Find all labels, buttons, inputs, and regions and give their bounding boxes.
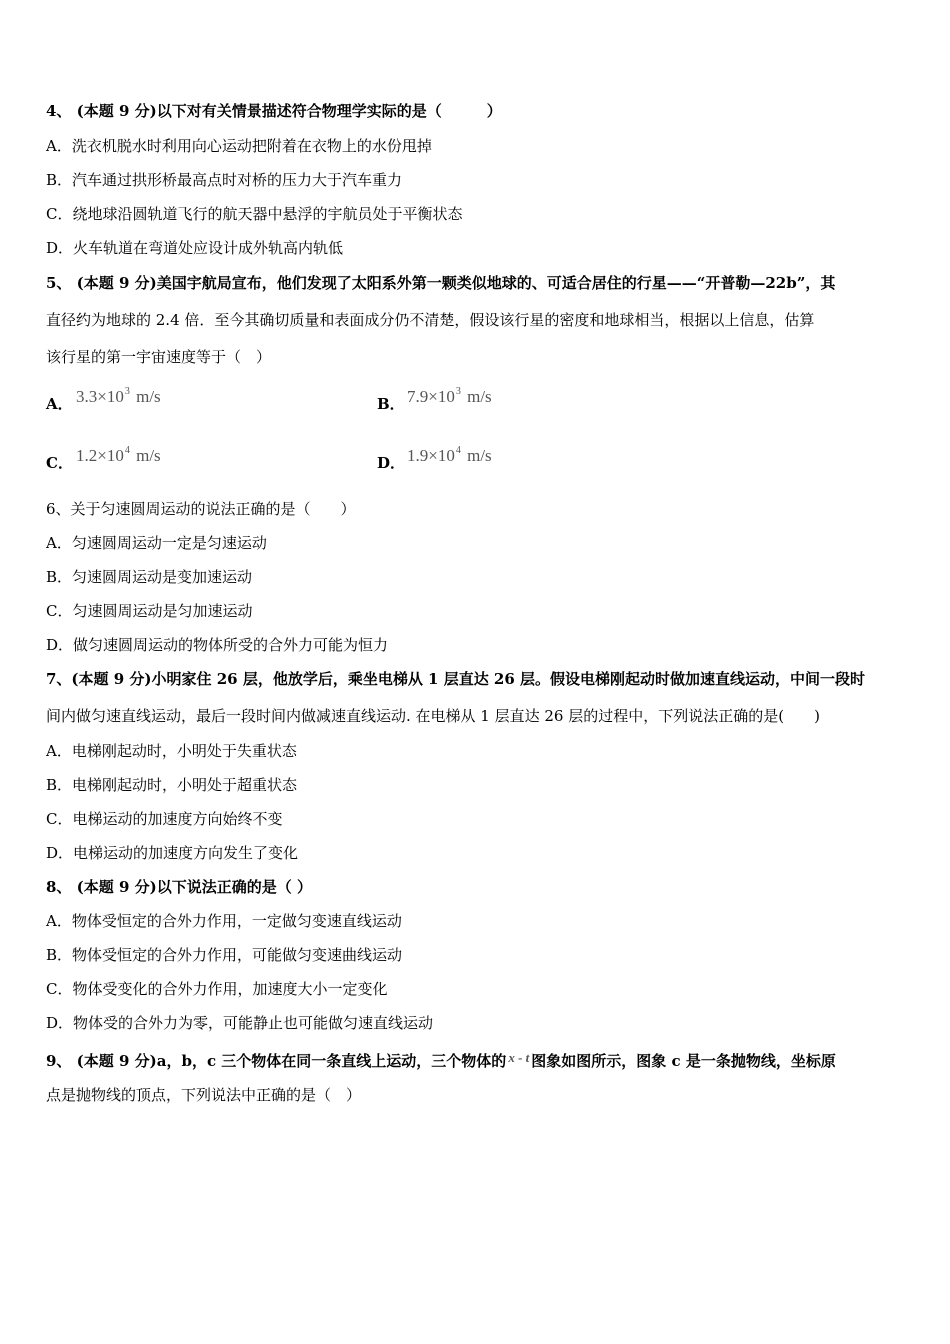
question-5-option-b-formula (407, 382, 492, 407)
formula-base: 10 (437, 387, 455, 406)
question-5-option-d-label: D． (377, 454, 406, 472)
question-4-option-a: A．洗衣机脱水时利用向心运动把附着在衣物上的水份甩掉 (46, 137, 432, 155)
question-6-option-a: A．匀速圆周运动一定是匀速运动 (46, 534, 267, 552)
formula-base: 10 (437, 446, 455, 465)
question-5-option-d-formula (407, 441, 492, 466)
question-5-stem-line-2: 直径约为地球的 2.4 倍．至今其确切质量和表面成分仍不清楚，假设该行星的密度和地球相当，根据以上信息，估算 (46, 311, 815, 329)
xt-graph-symbol: x - t (508, 1050, 530, 1065)
question-7-stem-line-1: 7、(本题 9 分)小明家住 26 层，他放学后，乘坐电梯从 1 层直达 26 层。假设电梯刚起动时做加速直线运动，中间一段时 (46, 670, 866, 688)
question-7-stem-line-2: 间内做匀速直线运动，最后一段时间内做减速直线运动. 在电梯从 1 层直达 26 层的过程中，下列说法正确的是( ) (46, 707, 820, 725)
question-6-stem: 6、关于匀速圆周运动的说法正确的是（ ） (46, 500, 356, 518)
formula-exponent: 3 (455, 386, 461, 397)
question-8-option-b: B．物体受恒定的合外力作用，可能做匀变速曲线运动 (46, 946, 403, 964)
question-8-option-d: D．物体受的合外力为零，可能静止也可能做匀速直线运动 (46, 1014, 434, 1032)
formula-unit: m/s (467, 446, 492, 465)
formula-mantissa: 7.9 (407, 387, 429, 406)
question-9-stem-line-2: 点是抛物线的顶点，下列说法中正确的是（ ） (46, 1086, 362, 1104)
question-5-option-a-label: A． (46, 395, 73, 413)
question-6-option-d: D．做匀速圆周运动的物体所受的合外力可能为恒力 (46, 636, 389, 654)
formula-times: × (97, 446, 107, 465)
question-7-option-d: D．电梯运动的加速度方向发生了变化 (46, 844, 299, 862)
question-9-stem-part-2: 图象如图所示，图象 c 是一条抛物线，坐标原 (531, 1052, 836, 1070)
formula-times: × (428, 446, 438, 465)
question-8-option-a: A．物体受恒定的合外力作用，一定做匀变速直线运动 (46, 912, 402, 930)
question-8-stem: 8、 (本题 9 分)以下说法正确的是（ ） (46, 878, 312, 896)
formula-mantissa: 1.9 (407, 446, 429, 465)
question-5-option-a-formula (76, 382, 161, 407)
question-4-stem: 4、 (本题 9 分)以下对有关情景描述符合物理学实际的是（ ） (46, 102, 502, 120)
formula-times: × (428, 387, 438, 406)
question-6-option-c: C．匀速圆周运动是匀加速运动 (46, 602, 253, 620)
question-7-option-c: C．电梯运动的加速度方向始终不变 (46, 810, 283, 828)
formula-mantissa: 1.2 (76, 446, 98, 465)
question-9-stem-part-1: 9、 (本题 9 分)a，b，c 三个物体在同一条直线上运动，三个物体的 (46, 1052, 507, 1070)
question-5-option-c-formula (76, 441, 161, 466)
question-9-stem-line-1 (46, 1048, 836, 1071)
formula-exponent: 4 (455, 445, 461, 456)
question-7-option-b: B．电梯刚起动时，小明处于超重状态 (46, 776, 298, 794)
question-5-option-b-label: B． (377, 395, 405, 413)
question-4-option-b: B．汽车通过拱形桥最高点时对桥的压力大于汽车重力 (46, 171, 403, 189)
question-8-option-c: C．物体受变化的合外力作用，加速度大小一定变化 (46, 980, 388, 998)
formula-unit: m/s (467, 387, 492, 406)
question-4-option-c: C．绕地球沿圆轨道飞行的航天器中悬浮的宇航员处于平衡状态 (46, 205, 463, 223)
question-5-option-c-label: C． (46, 454, 73, 472)
formula-mantissa: 3.3 (76, 387, 98, 406)
formula-exponent: 3 (124, 386, 130, 397)
formula-base: 10 (106, 446, 124, 465)
formula-base: 10 (106, 387, 124, 406)
question-5-stem-line-1: 5、 (本题 9 分)美国宇航局宣布，他们发现了太阳系外第一颗类似地球的、可适合居住的行星——“开普勒—22b”，其 (46, 274, 836, 292)
formula-unit: m/s (136, 387, 161, 406)
question-6-option-b: B．匀速圆周运动是变加速运动 (46, 568, 253, 586)
formula-exponent: 4 (124, 445, 130, 456)
question-4-option-d: D．火车轨道在弯道处应设计成外轨高内轨低 (46, 239, 344, 257)
question-7-option-a: A．电梯刚起动时，小明处于失重状态 (46, 742, 297, 760)
formula-times: × (97, 387, 107, 406)
formula-unit: m/s (136, 446, 161, 465)
question-5-stem-line-3: 该行星的第一宇宙速度等于（ ） (46, 348, 272, 366)
